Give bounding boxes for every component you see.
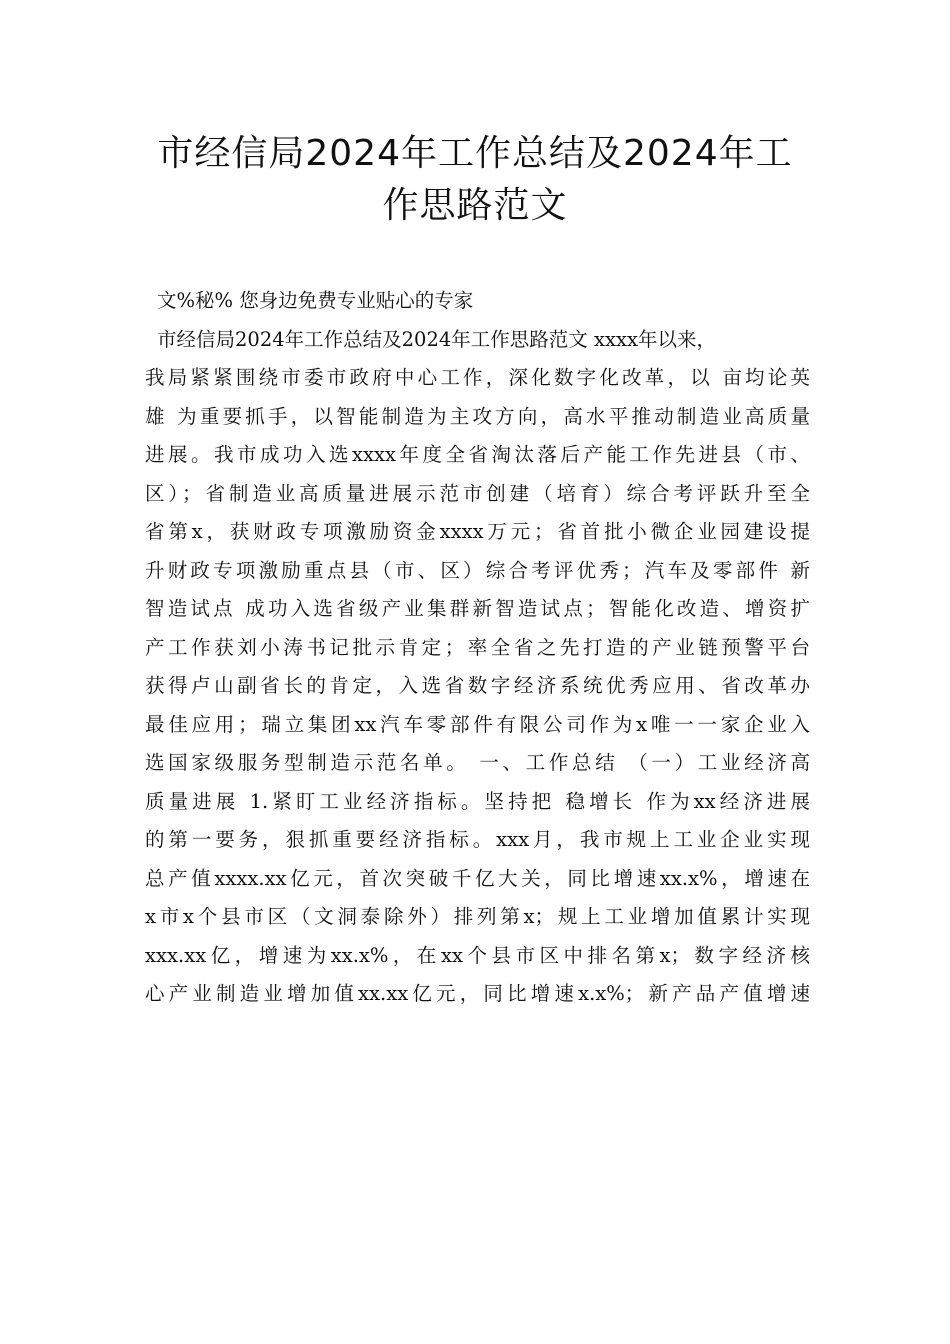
body-line: 最佳应用；瑞立集团xx汽车零部件有限公司作为x唯一一家企业入 bbox=[145, 712, 810, 736]
body-line: 市经信局2024年工作总结及2024年工作思路范文 xxxx年以来， bbox=[157, 327, 716, 351]
body-line: 进展。我市成功入选xxxx年度全省淘汰落后产能工作先进县（市、 bbox=[145, 443, 810, 466]
body-line: x市x个县市区（文洞泰除外）排列第x；规上工业增加值累计实现 bbox=[145, 905, 810, 928]
body-line: 省第x，获财政专项激励资金xxxx万元；省首批小微企业园建设提 bbox=[145, 520, 810, 543]
body-line: 升财政专项激励重点县（市、区）综合考评优秀；汽车及零部件 新 bbox=[145, 558, 810, 582]
title-line-2: 作思路范文 bbox=[382, 185, 568, 226]
body-line: 心产业制造业增加值xx.xx亿元，同比增速x.x%；新产品产值增速 bbox=[145, 982, 810, 1005]
body-line: 选国家级服务型制造示范名单。 一、工作总结 （一）工业经济高 bbox=[145, 751, 810, 774]
document-title bbox=[120, 128, 830, 232]
document-body bbox=[145, 282, 810, 1014]
body-line: 雄 为重要抓手，以智能制造为主攻方向，高水平推动制造业高质量 bbox=[145, 404, 810, 428]
body-line: 产工作获刘小涛书记批示肯定；率全省之先打造的产业链预警平台 bbox=[145, 635, 810, 659]
body-line: 获得卢山副省长的肯定，入选省数字经济系统优秀应用、省改革办 bbox=[145, 674, 810, 697]
body-line: 我局紧紧围绕市委市政府中心工作，深化数字化改革，以 亩均论英 bbox=[145, 366, 810, 389]
body-line: 区）；省制造业高质量进展示范市创建（培育）综合考评跃升至全 bbox=[145, 481, 810, 505]
body-line: xxx.xx亿，增速为xx.x%，在xx个县市区中排名第x；数字经济核 bbox=[145, 943, 810, 967]
body-line: 总产值xxxx.xx亿元，首次突破千亿大关，同比增速xx.x%，增速在 bbox=[145, 866, 810, 890]
body-line: 智造试点 成功入选省级产业集群新智造试点；智能化改造、增资扩 bbox=[145, 597, 810, 620]
body-line: 质量进展 1.紧盯工业经济指标。坚持把 稳增长 作为xx经济进展 bbox=[145, 789, 810, 813]
source-line: 文%秘% 您身边免费专业贴心的专家 bbox=[157, 289, 474, 312]
body-line: 的第一要务，狠抓重要经济指标。xxx月，我市规上工业企业实现 bbox=[145, 828, 810, 851]
title-line-1: 市经信局2024年工作总结及2024年工 bbox=[157, 133, 793, 174]
